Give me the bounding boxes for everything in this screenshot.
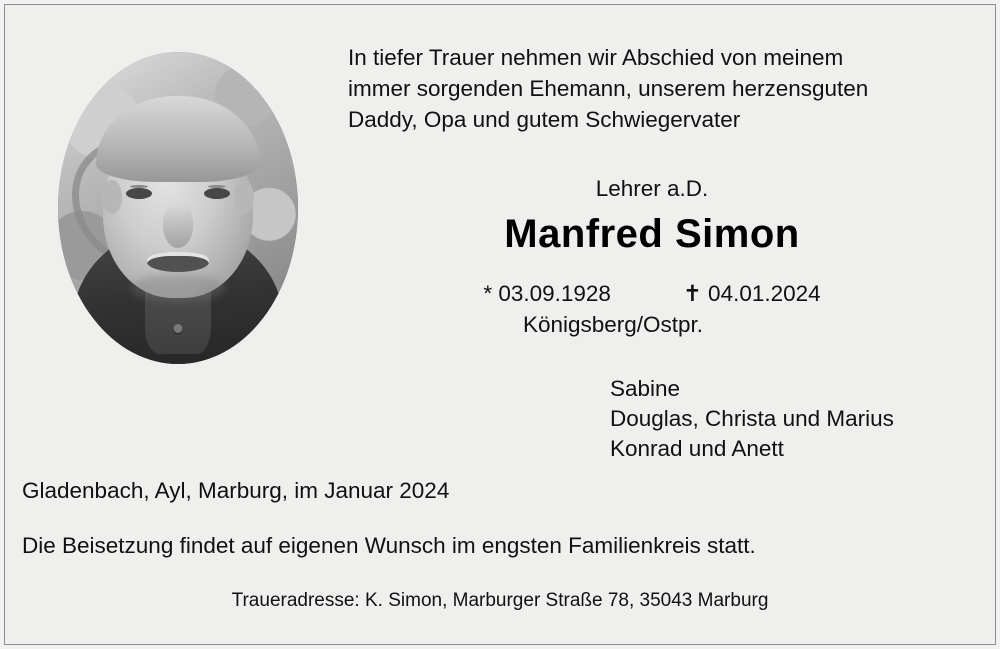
- condolence-address: Traueradresse: K. Simon, Marburger Straße 78, 35043 Marburg: [231, 590, 769, 611]
- mourner-line-3: Konrad und Anett: [610, 436, 784, 461]
- birth-place: Königsberg/Ostpr.: [522, 312, 704, 337]
- deceased-name: Manfred Simon: [504, 212, 800, 256]
- intro-line-1: In tiefer Trauer nehmen wir Abschied von meinem: [348, 45, 844, 70]
- portrait-mouth: [147, 252, 209, 272]
- portrait-eye-left: [126, 188, 152, 199]
- deceased-role: Lehrer a.D.: [595, 176, 709, 201]
- birth-date: * 03.09.1928: [483, 281, 611, 306]
- intro-text: [348, 42, 956, 135]
- portrait-eye-right: [204, 188, 230, 199]
- mourner-line-2: Douglas, Christa und Marius: [610, 406, 894, 431]
- portrait-ear-right: [234, 180, 254, 214]
- portrait-ear-left: [102, 180, 122, 214]
- portrait-oval-frame: [58, 52, 298, 364]
- mourner-line-1: Sabine: [610, 376, 681, 401]
- jacket-button-lower: [174, 324, 183, 333]
- burial-note: Die Beisetzung findet auf eigenen Wunsch im engsten Familienkreis statt.: [22, 533, 756, 558]
- portrait-photo: [58, 52, 298, 364]
- intro-line-3: Daddy, Opa und gutem Schwiegervater: [348, 107, 741, 132]
- portrait-chin: [130, 274, 226, 302]
- mourners-list: [610, 374, 894, 464]
- places-and-date: Gladenbach, Ayl, Marburg, im Januar 2024: [22, 478, 450, 503]
- portrait-nose: [163, 204, 193, 248]
- death-date: ✝ 04.01.2024: [682, 281, 821, 306]
- intro-line-2: immer sorgenden Ehemann, unserem herzensguten: [348, 76, 869, 101]
- life-dates: [348, 281, 956, 307]
